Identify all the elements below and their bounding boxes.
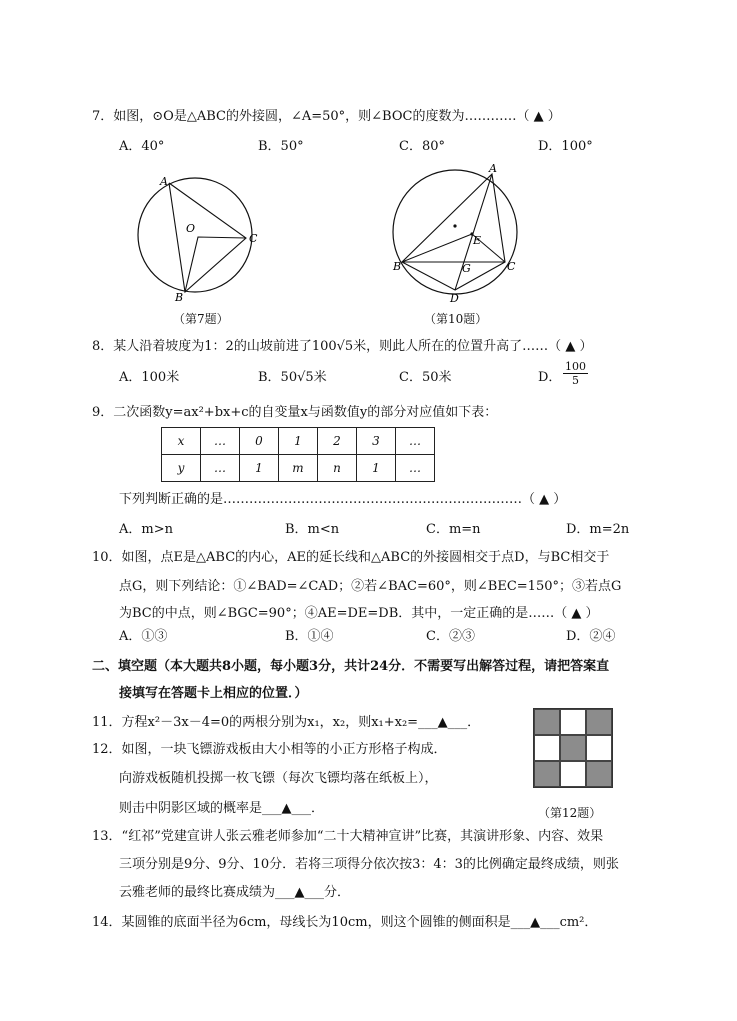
grid-cell xyxy=(534,735,560,761)
q10-option-c: C．②③ xyxy=(426,629,475,644)
q13-line-2: 三项分别是9分、9分、10分．若将三项得分依次按3：4：3的比例确定最终成绩，则张 xyxy=(119,857,619,872)
q8-option-b: B．50√5米 xyxy=(258,370,327,385)
grid-cell-shaded xyxy=(586,761,612,787)
table-cell: … xyxy=(396,428,435,455)
q9-value-table xyxy=(161,427,435,482)
q7-caption: （第7题） xyxy=(173,312,229,326)
q8-frac-numerator: 100 xyxy=(565,360,586,373)
fig7-label-a: A xyxy=(160,175,168,188)
q7-stem: 7．如图，⊙O是△ABC的外接圆，∠A=50°，则∠BOC的度数为…………（ ▲ ） xyxy=(92,109,561,124)
q9-prompt: 下列判断正确的是……………………………………………………………（ ▲ ） xyxy=(119,492,567,507)
q10-option-d: D．②④ xyxy=(566,629,616,644)
grid-cell-shaded xyxy=(534,709,560,735)
q10-line-2: 点G，则下列结论：①∠BAD=∠CAD；②若∠BAC=60°，则∠BEC=150°；③若点G xyxy=(119,579,622,594)
table-cell: 2 xyxy=(318,428,357,455)
q10-line-1: 10．如图，点E是△ABC的内心，AE的延长线和△ABC的外接圆相交于点D，与BC相交于 xyxy=(92,550,610,565)
fig10-label-b: B xyxy=(393,260,402,273)
q12-line-3: 则击中阴影区域的概率是___▲___． xyxy=(119,801,324,816)
grid-cell xyxy=(560,761,586,787)
q12-line-1: 12．如图，一块飞镖游戏板由大小相等的小正方形格子构成． xyxy=(92,742,447,757)
fig7-label-b: B xyxy=(175,291,184,304)
q13-line-3: 云雅老师的最终比赛成绩为___▲___分． xyxy=(119,885,350,900)
fig7-label-c: C xyxy=(249,232,258,245)
table-cell: m xyxy=(279,455,318,482)
fig7-label-o: O xyxy=(186,222,196,235)
grid-cell-shaded xyxy=(560,735,586,761)
q9-option-a: A．m>n xyxy=(119,522,173,537)
q7-option-c: C．80° xyxy=(399,139,445,154)
table-cell: 3 xyxy=(357,428,396,455)
section-2-heading-line-2: 接填写在答题卡上相应的位置．） xyxy=(119,686,308,701)
q9-stem: 9．二次函数y=ax²+bx+c的自变量x与函数值y的部分对应值如下表： xyxy=(92,405,498,420)
table-cell: … xyxy=(396,455,435,482)
q8-option-a: A．100米 xyxy=(119,370,180,385)
q9-option-c: C．m=n xyxy=(426,522,481,537)
fig10-label-c: C xyxy=(507,260,516,273)
grid-cell xyxy=(560,709,586,735)
table-row xyxy=(162,428,435,455)
table-cell: … xyxy=(201,428,240,455)
q11-stem: 11．方程x²－3x－4=0的两根分别为x₁，x₂，则x₁+x₂=___▲___． xyxy=(92,715,481,730)
q7-option-a: A．40° xyxy=(119,139,165,154)
table-cell: 0 xyxy=(240,428,279,455)
q7-option-b: B．50° xyxy=(258,139,304,154)
q12-caption: （第12题） xyxy=(538,806,602,820)
q9-option-d: D．m=2n xyxy=(566,522,630,537)
q10-figure-caption: （第10题） xyxy=(424,312,488,326)
grid-cell-shaded xyxy=(586,709,612,735)
figure-q7 xyxy=(128,170,268,310)
table-cell: x xyxy=(162,428,201,455)
q8-stem: 8．某人沿着坡度为1：2的山坡前进了100√5米，则此人所在的位置升高了……（ ▲ ） xyxy=(92,339,593,354)
table-cell: n xyxy=(318,455,357,482)
table-cell: y xyxy=(162,455,201,482)
table-cell: … xyxy=(201,455,240,482)
figure-q10 xyxy=(385,162,525,308)
q8-option-c: C．50米 xyxy=(399,370,452,385)
q8-frac-denominator: 5 xyxy=(572,374,579,387)
q7-option-d: D．100° xyxy=(538,139,593,154)
q10-option-b: B．①④ xyxy=(285,629,334,644)
table-cell: 1 xyxy=(240,455,279,482)
section-2-heading-line-1: 二、填空题（本大题共8小题，每小题3分，共计24分．不需要写出解答过程，请把答案直 xyxy=(92,659,610,674)
dartboard-grid xyxy=(533,708,613,788)
q8-option-d: D． xyxy=(538,370,562,385)
q12-line-2: 向游戏板随机投掷一枚飞镖（每次飞镖均落在纸板上）， xyxy=(119,771,438,786)
q14-stem: 14．某圆锥的底面半径为6cm，母线长为10cm，则这个圆锥的侧面积是___▲___cm²． xyxy=(92,915,598,930)
q10-option-a: A．①③ xyxy=(119,629,168,644)
fig10-label-d: D xyxy=(450,292,459,305)
table-cell: 1 xyxy=(279,428,318,455)
fig10-label-g: G xyxy=(462,262,471,275)
table-cell: 1 xyxy=(357,455,396,482)
grid-cell-shaded xyxy=(534,761,560,787)
q8-option-d-fraction xyxy=(563,360,588,387)
table-row xyxy=(162,455,435,482)
fig10-label-a: A xyxy=(489,162,497,175)
grid-cell xyxy=(586,735,612,761)
fig10-label-e: E xyxy=(473,234,482,247)
q10-line-3: 为BC的中点，则∠BGC=90°；④AE=DE=DB．其中，一定正确的是……（ ▲ ） xyxy=(119,606,599,621)
q13-line-1: 13．“红祁”党建宣讲人张云雅老师参加“二十大精神宣讲”比赛，其演讲形象、内容、效果 xyxy=(92,829,604,844)
q9-option-b: B．m<n xyxy=(285,522,340,537)
